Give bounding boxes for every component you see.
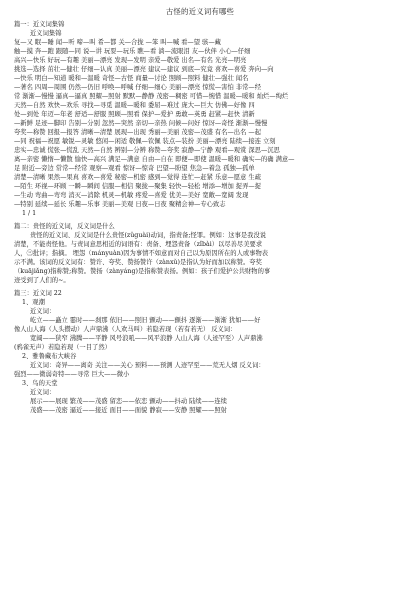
paragraph-line: 示不满。该词的反义词有：赞许、夸奖、赞扬赞许（zànxǔ)是指认为好而加以称赞。夸奖 [14,259,262,266]
item-label: 近义词： [30,389,56,396]
list-line: 忠实—忠诚 慌张—慌乱 天然—自然 辨别—分辨 称赞—夸奖 寂静—宁静 观看—观赏 深思—沉思 [14,147,280,154]
item-line: 像人山人海（人头攒动）人声鼎沸（人欢马叫）若隐若现（若有若无） 反义词： [14,326,237,333]
word-list [14,38,386,209]
item-heading: 1、观潮 [22,299,45,306]
item-line: 宽阔——狭窄 沸腾——平静 风号浪吼——风平浪静 人山人海（人迹罕至）人声鼎沸 [30,335,263,342]
list-line: 处—到处 年迈—年老 舒适—舒服 照顾—照看 保护—爱护 勇敢—英勇 赶紧—赶快 清新 [14,111,255,118]
list-line: 足 附近—旁边 常常—经常 观察—观看 惊讶—惊奇 巴望—盼望 焦急—着急 孤独—孤单 [14,165,255,172]
paragraph-line: 人，㊂批评；指摘。 埋怨（mányuàn)因为事情不如意而对自己以为原因所在的人或事物表 [14,250,269,257]
list-line: 离—亲密 懒惰—懒散 愉快—高兴 满足—满意 自由—自在 即便—即使 温暖—暖和 确实—的确 满意— [14,156,295,163]
section-header: 篇一：近义词集锦 [14,21,65,28]
paragraph-line: 贵怪的近义词、反义词是什么贵怪(zǔguài)动词，指责备;怪罪。例如：这事是我没说 [30,232,267,239]
list-line: 清楚—清晰 果然—果真 喜欢—喜爱 秘密—机密 感到—觉得 连忙—赶紧 乐意—愿意 生疏 [14,174,261,181]
list-line: 天然—自然 欢快—欢乐 寻找—寻觅 温暖—暖和 委屈—难过 庞大—巨大 仿佛—好像 四 [14,102,255,109]
list-line: —著名 四周—周围 仍然—仍旧 呼唤—呼喊 仔细—细心 美丽—漂亮 惊慌—害怕 非常—经 [14,84,261,91]
list-line: 挑选—选择 茁壮—健壮 仔细—认真 美丽—漂亮 建议—建议 到底—究竟 喜欢—喜爱 奔向—向 [14,66,274,73]
list-line: 高兴—快乐 好玩—有趣 美丽—漂亮 发现—发明 亲爱—敬爱 出名—有名 光亮—明亮 [14,57,247,64]
list-line: —同 祝福—祝愿 敏锐—灵敏 悠闲—闲适 敬佩—钦佩 装点—装扮 美丽—漂亮 陆续—接连 立刻 [14,138,276,145]
paragraph-line: 清楚，不能责怪他。与责词意思相近的词语有：责备、埋怨责备（zǐbài）以尽善尽美要求 [14,241,263,248]
item-line: (鸦雀无声）若隐若现（一目了然） [14,344,111,351]
page-number: 1 / 1 [22,210,37,217]
item-heading: 3、鸟的天堂 [22,380,58,387]
paragraph-line: 迹受到了人们的~。 [14,277,70,284]
list-line: 触—摸 奔—跑 跟随—同 说—讲 玩耍—玩乐 瞧—看 淌—流眼泪 友—伙伴 小心—仔细 [14,48,251,55]
item-line: 强烈——微弱奇特——寻常 巨大——微小 [14,371,130,378]
list-line: —新鲜 足迹—脚印 告别—分别 忽然—突然 亲切—亲热 问候—问好 惊讶—奇怪 渐渐—慢慢 [14,120,268,127]
list-line: 复—又 眠—睡 闻—听 啼—叫 希—都 关—合拢 —笨 叫—喊 看—望 骇—藏 [14,39,221,46]
paragraph-line: （kuājiǎng)指称赞;称赞。赞扬（zànyáng)是指称赞表扬。例如：孩子们爱护公共财物的事 [14,268,271,275]
list-line: —快乐 明白—知道 暖和—温暖 奇怪—古怪 商量—讨论 照顾—照料 健壮—强壮 闻名 [14,75,249,82]
item-line: 近义词：奇异——离奇 关注——关心 预料——预测 人迹罕至——荒无人烟 反义词： [30,362,265,369]
section-subheader: 近义词集锦 [30,30,62,37]
section-header: 篇三：近义词 22 [14,290,62,297]
list-line: —特别 延续—延长 乐趣—乐事 美丽—美观 日夜—日夜 聚精会神—专心致志 [14,201,226,208]
item-heading: 2、雅鲁藏布大峡谷 [22,353,77,360]
item-label: 近义词： [30,308,56,315]
list-line: —陌生 环视—环顾 一瞬—瞬间 信服—相信 聚拢—聚集 轻快—轻松 增添—增加 捉弄—捉 [14,183,261,190]
list-line: —生动 弯曲—弯弯 消灭—消除 机灵—机敏 疼爱—喜爱 优美—美好 宽敞—宽阔 发现 [14,192,249,199]
page-title: 古怪的近义词有哪些 [165,7,235,16]
list-line: 常 渐渐—慢慢 逼真—逼真 照耀—照射 默默—静静 茂密—稠密 可惜—惋惜 温暖—暖和 灿烂—绚烂 [14,93,289,100]
item-line: 屹立——矗立 霎时——刹那 依旧——照旧 颤动——颤抖 逐渐——渐渐 犹如——好 [30,317,261,324]
section-header: 篇二：贵怪的近义词，反义词是什么 [14,223,115,230]
list-line: 夸奖—称赞 回报—报答 清晰—清楚 展现—出现 秀丽—美丽 茂密—茂盛 有名—出名 —起 [14,129,261,136]
item-line: 展示——展现 繁茂——茂盛 留恋——依恋 颤动——抖动 陆续——连续 [30,398,227,405]
paragraph [14,231,386,285]
item-line: 茂盛——茂密 逼近——接近 面目——面貌 静寂——安静 照耀——照射 [30,407,227,414]
